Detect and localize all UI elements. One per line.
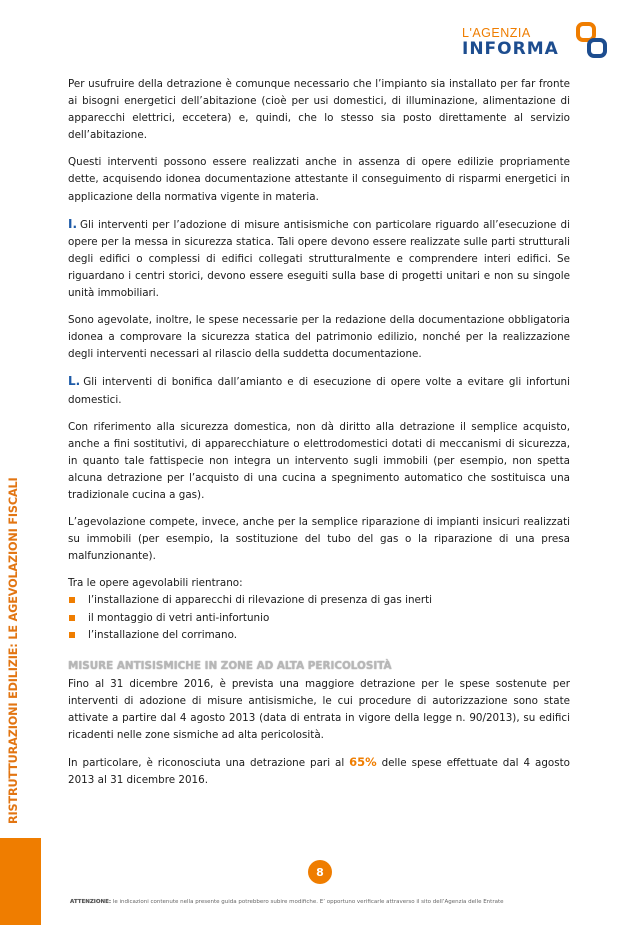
paragraph-documentazione: Sono agevolate, inoltre, le spese necessarie per la redazione della documentazione obbligatoria idonea a comprovare la sicurezza statica del patrimonio edilizio, nonché per la realizzazione degli interventi necessari al rilascio della suddetta documentazione. bbox=[68, 314, 570, 361]
list-marker-l: L. bbox=[68, 374, 81, 389]
section-heading: MISURE ANTISISMICHE IN ZONE AD ALTA PERICOLOSITÀ bbox=[68, 659, 392, 672]
footer-text: le indicazioni contenute nella presente guida potrebbero subire modifiche. E’ opportuno verificarle attraverso il sito dell’Agenzia delle Entrate bbox=[111, 899, 504, 905]
paragraph-agevolazione: L’agevolazione compete, invece, anche per la semplice riparazione di impianti insicuri realizzati su immobili (per esempio, la sostituzione del tubo del gas o la riparazione di una presa malfunzionante). bbox=[68, 516, 570, 563]
percentage-highlight: 65% bbox=[349, 755, 377, 770]
footer-disclaimer bbox=[70, 899, 590, 905]
list-item bbox=[68, 592, 570, 609]
list-item-text: il montaggio di vetri anti-infortunio bbox=[88, 611, 270, 624]
list-item-text: l’installazione del corrimano. bbox=[88, 628, 238, 641]
paragraph-detrazione-text-start: In particolare, è riconosciuta una detrazione pari al bbox=[68, 757, 350, 770]
bullet-square-icon bbox=[69, 615, 75, 621]
paragraph-opere-agevolabili: Tra le opere agevolabili rientrano: bbox=[68, 577, 243, 590]
paragraph-impianto: Per usufruire della detrazione è comunque necessario che l’impianto sia installato per far fronte ai bisogni energetici dell’abitazione (cioè per usi domestici, di illuminazione, alimentazione di apparecchi elettrici, eccetera) e, quindi, che lo stesso sia posto direttamente al servizio dell’abitazione. bbox=[68, 78, 570, 142]
paragraph-detrazione-text-end: delle spese effettuate dal 4 agosto 2013 al 31 dicembre 2016. bbox=[68, 757, 570, 787]
list-marker-i: I. bbox=[68, 216, 78, 231]
paragraph-misure-zone: Fino al 31 dicembre 2016, è prevista una maggiore detrazione per le spese sostenute per interventi di adozione di misure antisismiche, le cui procedure di autorizzazione sono state attivate a partire dal 4 agosto 2013 (data di entrata in vigore della legge n. 90/2013), su edifici ricadenti nelle zone sismiche ad alta pericolosità. bbox=[68, 677, 570, 741]
paragraph-detrazione-65 bbox=[68, 754, 570, 789]
list-item-text: l’installazione di apparecchi di rilevazione di presenza di gas inerti bbox=[88, 594, 433, 607]
paragraph-amianto bbox=[68, 373, 570, 408]
logo-mark-icon bbox=[564, 22, 610, 62]
paragraph-interventi: Questi interventi possono essere realizzati anche in assenza di opere edilizie propriamente dette, acquisendo idonea documentazione attestante il conseguimento di risparmi energetici in applicazione della normativa vigente in materia. bbox=[68, 156, 570, 203]
list-item bbox=[68, 627, 570, 644]
side-section-title: RISTRUTTURAZIONI EDILIZIE: LE AGEVOLAZIONI FISCALI bbox=[7, 477, 20, 824]
page-number-badge: 8 bbox=[308, 860, 332, 884]
bullet-square-icon bbox=[69, 632, 75, 638]
bullet-square-icon bbox=[69, 597, 75, 603]
opere-list bbox=[68, 592, 570, 643]
paragraph-sicurezza-domestica: Con riferimento alla sicurezza domestica, non dà diritto alla detrazione il semplice acquisto, anche a fini sostitutivi, di apparecchiature o elettrodomestici dotati di meccanismi di sicurezza, in quanto tale fattispecie non integra un intervento sugli immobili (per esempio, non spetta alcuna detrazione per l’acquisto di una cucina a spegnimento automatico che sostituisca una tradizionale cucina a gas). bbox=[68, 420, 570, 501]
logo-top-text: L'AGENZIA bbox=[462, 26, 531, 40]
paragraph-amianto-text: Gli interventi di bonifica dall’amianto e di esecuzione di opere volte a evitare gli infortuni domestici. bbox=[68, 376, 570, 406]
document-body bbox=[68, 76, 570, 799]
agenzia-informa-logo bbox=[462, 22, 632, 64]
footer-label: ATTENZIONE: bbox=[70, 899, 112, 905]
paragraph-antisismiche bbox=[68, 216, 570, 302]
paragraph-antisismiche-text: Gli interventi per l’adozione di misure antisismiche con particolare riguardo all’esecuzione di opere per la messa in sicurezza statica. Tali opere devono essere realizzate sulle parti strutturali degli edifici o complessi di edifici collegati strutturalmente e comprendere interi edifici. Se riguardano i centri storici, devono essere eseguiti sulla base di progetti unitari e non su singole unità immobiliari. bbox=[68, 218, 570, 300]
list-item bbox=[68, 610, 570, 627]
logo-bottom-text: INFORMA bbox=[462, 39, 559, 59]
side-orange-bar bbox=[0, 838, 41, 925]
